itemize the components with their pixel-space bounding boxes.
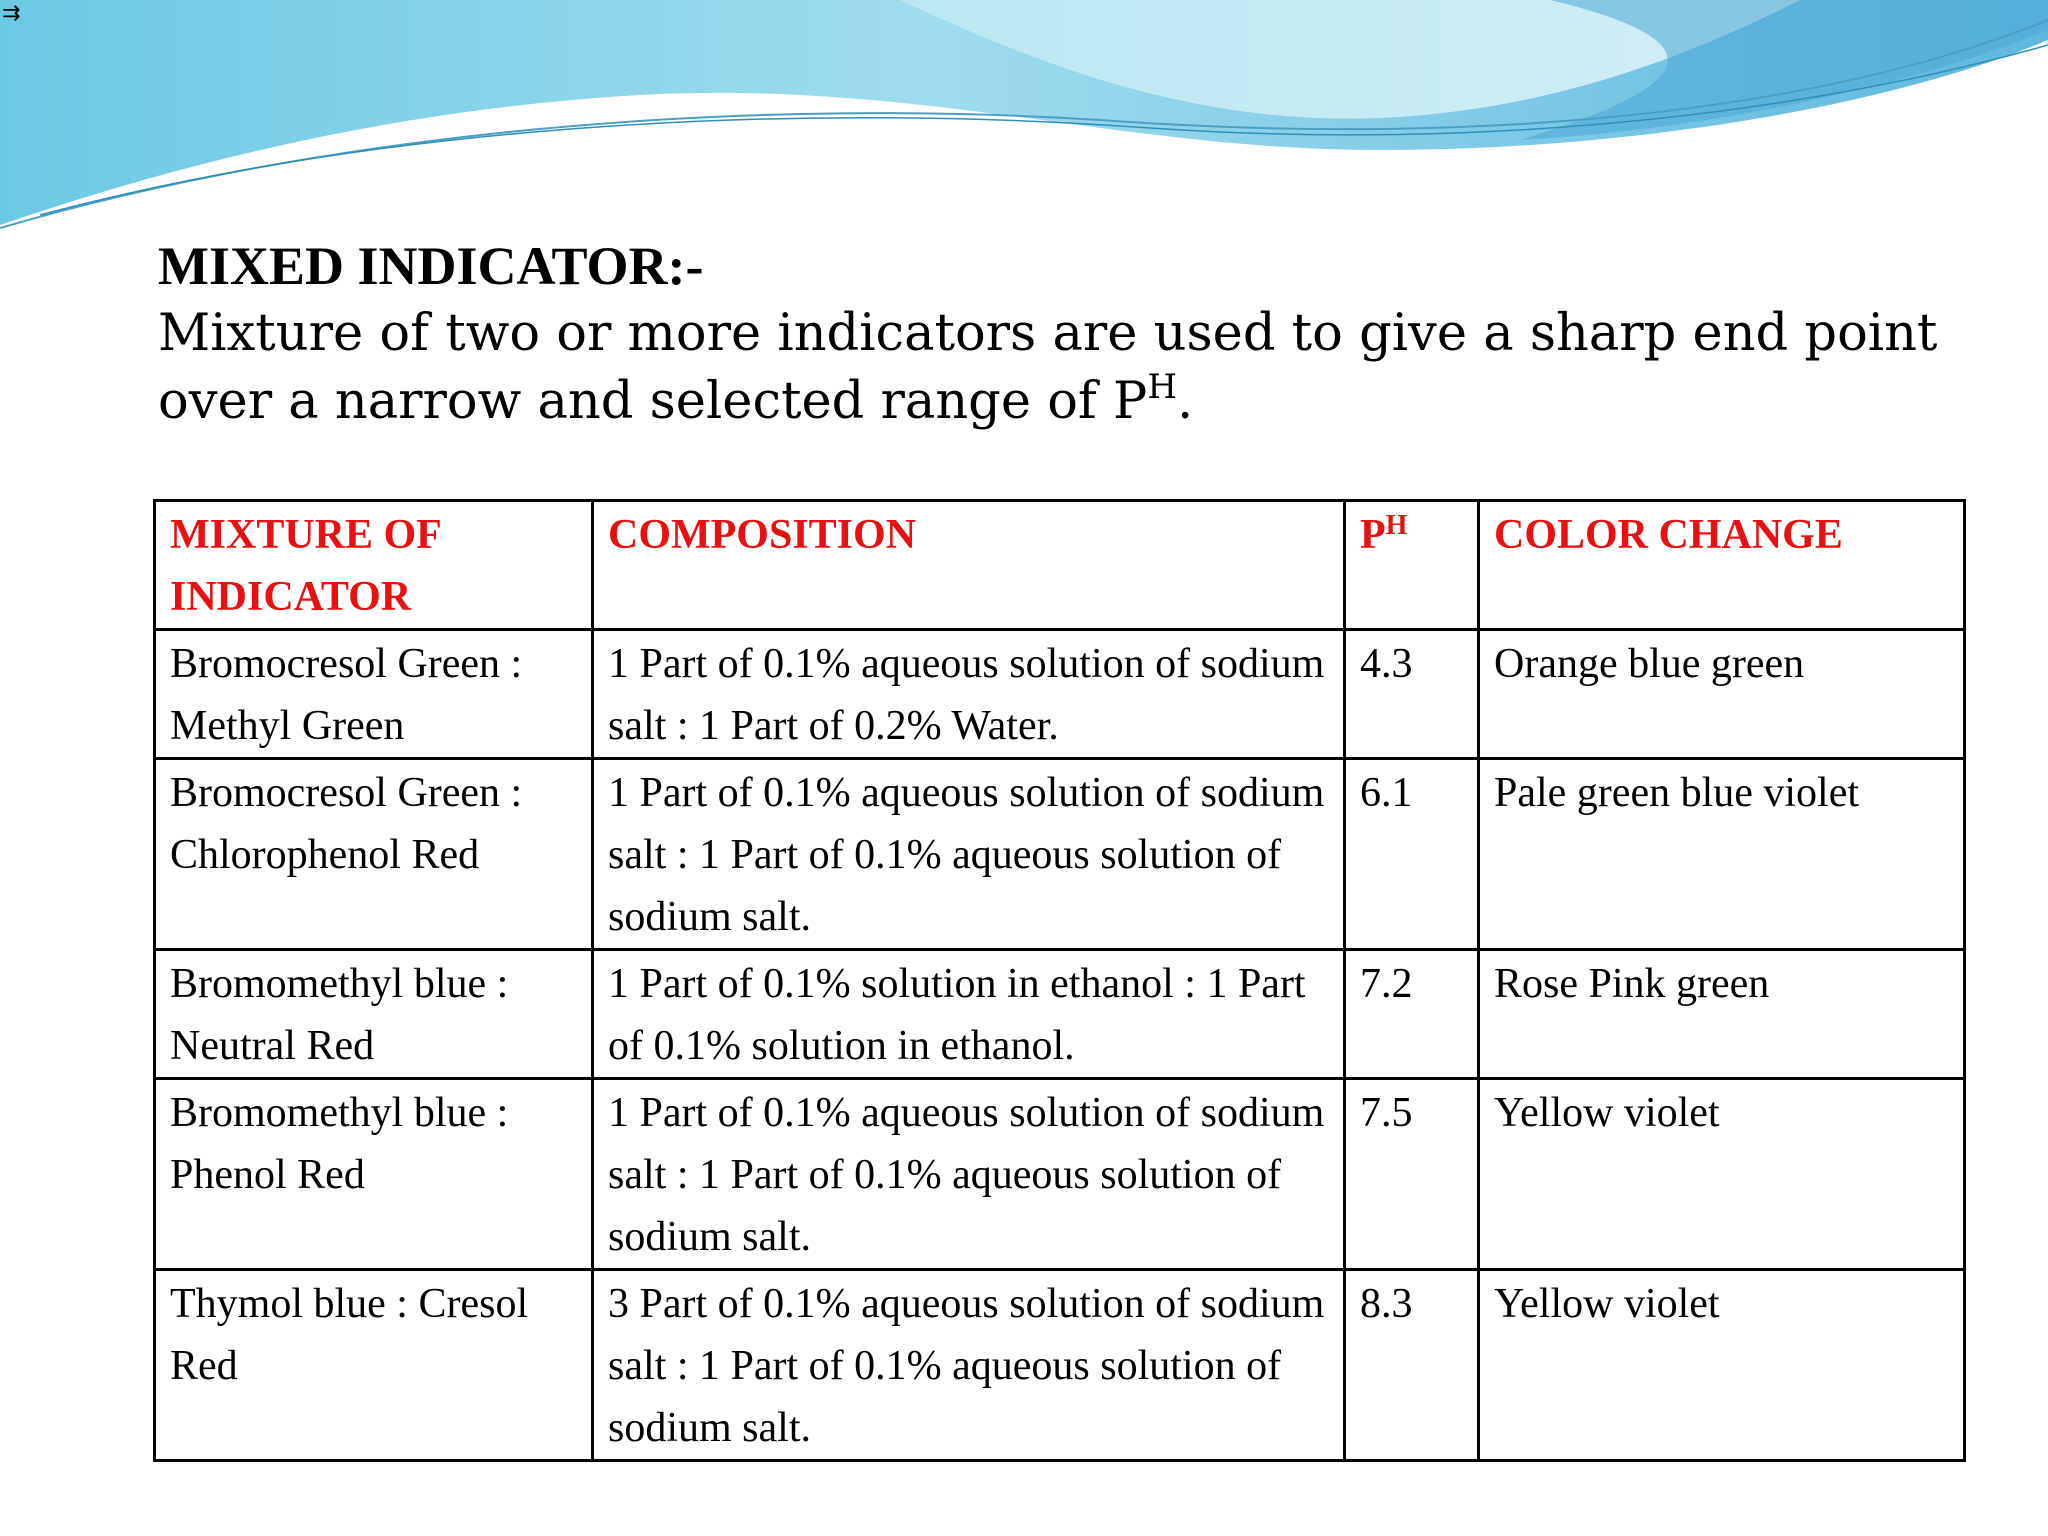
table-row: [155, 630, 1965, 759]
cell-ph: 6.1: [1345, 759, 1479, 950]
cell-composition: 1 Part of 0.1% aqueous solution of sodium salt : 1 Part of 0.1% aqueous solution of sodium salt.: [593, 759, 1345, 950]
header-color-change: COLOR CHANGE: [1479, 501, 1965, 630]
header-ph-base: P: [1360, 512, 1386, 558]
table-row: [155, 759, 1965, 950]
cell-mixture: Bromocresol Green : Chlorophenol Red: [155, 759, 593, 950]
cell-mixture: Bromocresol Green : Methyl Green: [155, 630, 593, 759]
header-wave-decoration: [0, 0, 2048, 240]
cell-color-change: Pale green blue violet: [1479, 759, 1965, 950]
cell-ph: 8.3: [1345, 1270, 1479, 1461]
cell-color-change: Rose Pink green: [1479, 950, 1965, 1079]
table-row: [155, 1079, 1965, 1270]
header-ph: [1345, 501, 1479, 630]
cell-ph: 7.2: [1345, 950, 1479, 1079]
slide-title: MIXED INDICATOR:-: [158, 236, 704, 296]
cell-ph: 4.3: [1345, 630, 1479, 759]
cell-mixture: Bromomethyl blue : Neutral Red: [155, 950, 593, 1079]
cell-color-change: Orange blue green: [1479, 630, 1965, 759]
header-composition: COMPOSITION: [593, 501, 1345, 630]
mixed-indicator-table: [153, 499, 1966, 1462]
cell-color-change: Yellow violet: [1479, 1270, 1965, 1461]
description-superscript: H: [1147, 367, 1177, 407]
double-arrow-icon: ⇉: [2, 1, 21, 26]
table-row: [155, 1270, 1965, 1461]
header-mixture: MIXTURE OF INDICATOR: [155, 501, 593, 630]
cell-composition: 1 Part of 0.1% aqueous solution of sodium salt : 1 Part of 0.2% Water.: [593, 630, 1345, 759]
cell-mixture: Bromomethyl blue : Phenol Red: [155, 1079, 593, 1270]
description-text: Mixture of two or more indicators are used to give a sharp end point over a narrow and selected range of P: [158, 304, 1938, 431]
description-end: .: [1176, 372, 1194, 431]
cell-composition: 1 Part of 0.1% solution in ethanol : 1 Part of 0.1% solution in ethanol.: [593, 950, 1345, 1079]
header-ph-superscript: H: [1385, 510, 1408, 541]
cell-color-change: Yellow violet: [1479, 1079, 1965, 1270]
slide-heading: [158, 232, 1998, 436]
cell-composition: 1 Part of 0.1% aqueous solution of sodium salt : 1 Part of 0.1% aqueous solution of sodium salt.: [593, 1079, 1345, 1270]
table-row: [155, 950, 1965, 1079]
cell-composition: 3 Part of 0.1% aqueous solution of sodium salt : 1 Part of 0.1% aqueous solution of sodium salt.: [593, 1270, 1345, 1461]
table-header-row: [155, 501, 1965, 630]
cell-ph: 7.5: [1345, 1079, 1479, 1270]
cell-mixture: Thymol blue : Cresol Red: [155, 1270, 593, 1461]
slide-description: [158, 300, 1998, 436]
